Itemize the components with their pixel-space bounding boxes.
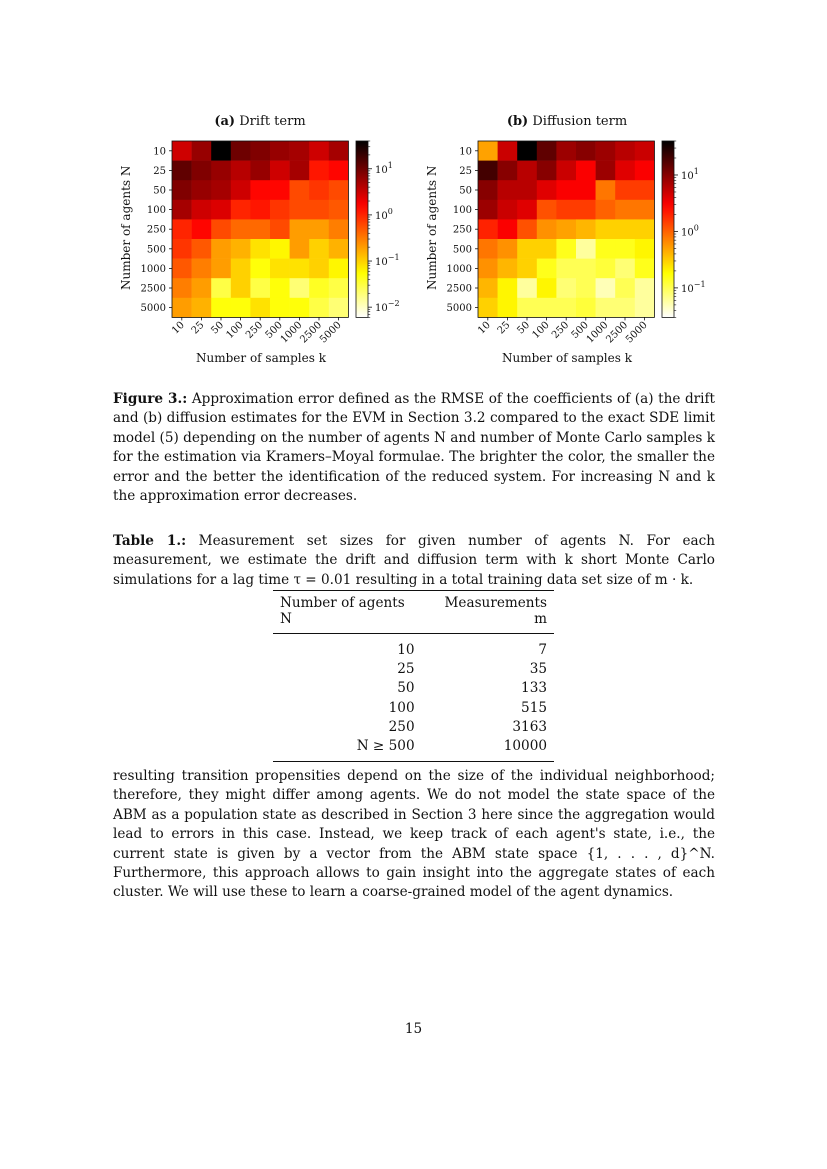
heatmap-a [110,132,410,372]
heatmap-cell [537,239,557,259]
heatmap-b-ylabel: Number of agents N [425,165,439,290]
x-tick-label: 1000 [278,319,305,346]
heatmap-cell [231,141,251,161]
table-caption: Table 1.: Measurement set sizes for given number of agents N. For each measurement, we estimate the drift and diffusion term with k short Monte Carlo simulations for a lag time τ = 0.01 resulting in a total training data set size of m · k. [113,533,715,588]
heatmap-cell [309,219,329,239]
heatmap-cell [192,219,212,239]
heatmap-cell [290,259,310,279]
heatmap-cell [329,298,349,318]
heatmap-cell [309,141,329,161]
heatmap-cell [556,278,576,298]
heatmap-cell [290,180,310,200]
heatmap-cell [517,180,537,200]
heatmap-cell [192,239,212,259]
heatmap-cell [172,298,192,318]
heatmap-cell [211,180,231,200]
colorbar-tick-label: $10^0$ [681,223,699,239]
heatmap-cell [596,278,616,298]
heatmap-cell [498,219,518,239]
heatmap-cell [270,239,290,259]
heatmap-cell [596,180,616,200]
heatmap-cell [329,200,349,220]
table-row: 50 133 [397,680,547,697]
heatmap-cell [309,259,329,279]
colorbar-tick-label: $10^{-1}$ [375,253,400,269]
heatmap-cell [576,298,596,318]
heatmap-cell [635,239,655,259]
heatmap-cell [517,259,537,279]
heatmap-cell [290,298,310,318]
heatmap-cell [211,161,231,181]
y-tick-label: 100 [146,205,166,217]
heatmap-cell [556,219,576,239]
heatmap-cell [250,278,270,298]
heatmap-cell [290,239,310,259]
heatmap-cell [576,161,596,181]
heatmap-cell [270,278,290,298]
heatmap-cell [290,161,310,181]
heatmap-cell [537,278,557,298]
x-tick-label: 50 [515,319,533,337]
heatmap-cell [329,259,349,279]
heatmap-cell [211,219,231,239]
x-tick-label: 50 [209,319,227,337]
heatmap-cell [231,200,251,220]
x-tick-label: 5000 [623,319,650,346]
heatmap-cell [556,161,576,181]
heatmap-cell [498,141,518,161]
heatmap-cell [478,278,498,298]
heatmap-cell [309,180,329,200]
page-number: 15 [404,1021,423,1037]
heatmap-cell [596,141,616,161]
heatmap-cell [596,239,616,259]
heatmap-cell [517,200,537,220]
heatmap-cell [615,180,635,200]
heatmap-cell [537,298,557,318]
heatmap-cell [211,141,231,161]
heatmap-cell [537,219,557,239]
heatmap-cell [498,161,518,181]
heatmap-cell [329,141,349,161]
heatmap-b-xlabel: Number of samples k [502,351,632,365]
x-tick-label: 500 [263,319,285,342]
heatmap-cell [231,259,251,279]
heatmap-cell [576,141,596,161]
heatmap-cell [635,259,655,279]
y-tick-label: 2500 [446,283,472,295]
heatmap-cell [556,259,576,279]
heatmap-cell [596,259,616,279]
heatmap-cell [537,180,557,200]
heatmap-cell [615,239,635,259]
heatmap-cell [250,200,270,220]
heatmap-cell [498,200,518,220]
heatmap-cell [517,141,537,161]
colorbar [356,141,368,317]
heatmap-cell [635,278,655,298]
heatmap-cell [250,180,270,200]
x-tick-label: 10 [476,319,493,337]
heatmap-cell [615,161,635,181]
heatmap-cell [615,219,635,239]
y-tick-label: 500 [452,244,472,256]
x-tick-label: 2500 [298,319,325,346]
heatmap-a-xlabel: Number of samples k [196,351,326,365]
heatmap-cell [192,278,212,298]
y-tick-label: 25 [459,165,472,177]
heatmap-cell [576,239,596,259]
colorbar-tick-label: $10^{-1}$ [681,279,706,295]
table-header-measurements: Measurements m [422,591,554,634]
heatmap-cell [576,200,596,220]
x-tick-label: 25 [495,319,513,337]
heatmap-cell [250,239,270,259]
heatmap-cell [231,161,251,181]
heatmap-cell [309,200,329,220]
x-tick-label: 100 [224,319,246,342]
heatmap-cell [270,298,290,318]
heatmap-cell [556,141,576,161]
heatmap-cell [498,298,518,318]
heatmap-cell [635,200,655,220]
heatmap-cell [270,259,290,279]
heatmap-cell [537,200,557,220]
heatmap-cell [478,259,498,279]
heatmap-cell [172,278,192,298]
heatmap-cell [635,219,655,239]
colorbar-tick-label: $10^{-2}$ [375,299,400,315]
heatmap-cell [192,141,212,161]
y-tick-label: 250 [146,224,166,236]
heatmap-cell [478,298,498,318]
heatmap-cell [498,180,518,200]
heatmap-cell [290,278,310,298]
x-tick-label: 10 [170,319,187,337]
heatmap-cell [615,141,635,161]
y-tick-label: 50 [459,185,472,197]
heatmap-cell [635,298,655,318]
heatmap-cell [231,278,251,298]
heatmap-cell [537,141,557,161]
y-tick-label: 10 [153,146,166,158]
heatmap-cell [250,298,270,318]
table-row: 10 7 [397,641,547,658]
heatmap-cell [231,298,251,318]
panel-b-title: (b) Diffusion term [506,114,628,129]
heatmap-cell [498,259,518,279]
heatmap-cell [270,141,290,161]
heatmap-cell [517,298,537,318]
heatmap-cell [270,200,290,220]
y-tick-label: 1000 [446,263,472,275]
y-tick-label: 500 [146,244,166,256]
figure-caption: Figure 3.: Approximation error defined as the RMSE of the coefficients of (a) the drift and (b) diffusion estimates for the EVM in Section 3.2 compared to the exact SDE limit model (5) depending on the number of agents N and number of Monte Carlo samples k for the estimation via Kramers–Moyal formulae. The brighter the color, the smaller the error and the better the identification of the reduced system. For increasing N and k the approximation error decreases. [113,391,715,505]
heatmap-cell [231,219,251,239]
y-tick-label: 5000 [140,303,166,315]
heatmap-cell [211,278,231,298]
table-row: N ≥ 500 10000 [273,736,554,761]
heatmap-cell [556,239,576,259]
x-tick-label: 250 [244,319,266,342]
y-tick-label: 250 [452,224,472,236]
measurement-table [273,590,554,762]
x-tick-label: 2500 [604,319,631,346]
heatmap-cell [192,298,212,318]
heatmap-cell [556,200,576,220]
heatmap-cell [250,259,270,279]
colorbar-tick-label: $10^0$ [375,206,393,222]
heatmap-cell [576,278,596,298]
body-paragraph: resulting transition propensities depend on the size of the individual neighborhood; therefore, they might differ among agents. We do not model the state space of the ABM as a population state as described in Section 3 here since the aggregation would lead to errors in this case. Instead, we keep track of each agent's state, i.e., the current state is given by a vector from the ABM state space {1, . . . , d}^N. Furthermore, this approach allows to gain insight into the aggregate states of each cluster. We will use these to learn a coarse-grained model of the agent dynamics. [113,768,715,901]
heatmap-cell [172,161,192,181]
heatmap-cell [231,180,251,200]
heatmap-cell [290,219,310,239]
heatmap-cell [309,278,329,298]
table-header-agents: Number of agents N [273,591,422,634]
heatmap-cell [517,278,537,298]
heatmap-cell [478,161,498,181]
heatmap-cell [576,219,596,239]
heatmap-cell [309,298,329,318]
heatmap-cell [329,219,349,239]
heatmap-cell [556,180,576,200]
heatmap-cell [596,298,616,318]
heatmap-cell [192,200,212,220]
heatmap-cell [250,141,270,161]
heatmap-cell [478,141,498,161]
heatmap-cell [478,219,498,239]
heatmap-cell [211,298,231,318]
heatmap-cell [270,180,290,200]
heatmap-cell [635,141,655,161]
heatmap-cell [192,161,212,181]
heatmap-cell [615,200,635,220]
heatmap-cell [192,180,212,200]
y-tick-label: 50 [153,185,166,197]
y-tick-label: 2500 [140,283,166,295]
heatmap-cell [615,298,635,318]
x-tick-label: 25 [189,319,207,337]
heatmap-cell [478,180,498,200]
table-row: 100 515 [388,699,547,716]
y-tick-label: 1000 [140,263,166,275]
heatmap-cell [172,259,192,279]
heatmap-cell [309,239,329,259]
y-tick-label: 5000 [446,303,472,315]
heatmap-cell [498,239,518,259]
heatmap-cell [172,239,192,259]
heatmap-cell [556,298,576,318]
x-tick-label: 100 [530,319,552,342]
table-row: 250 3163 [388,718,547,735]
heatmap-cell [498,278,518,298]
heatmap-cell [537,161,557,181]
heatmap-cell [635,161,655,181]
heatmap-cell [270,219,290,239]
heatmap-cell [172,141,192,161]
heatmap-cell [576,180,596,200]
heatmap-cell [172,219,192,239]
heatmap-cell [517,239,537,259]
heatmap-cell [172,180,192,200]
heatmap-cell [635,180,655,200]
x-tick-label: 250 [550,319,572,342]
heatmap-cell [329,278,349,298]
heatmap-cell [329,161,349,181]
y-tick-label: 10 [459,146,472,158]
heatmap-cell [615,259,635,279]
heatmap-cell [517,161,537,181]
heatmap-cell [211,259,231,279]
heatmap-cell [478,200,498,220]
heatmap-cell [537,259,557,279]
heatmap-cell [478,239,498,259]
heatmap-cell [596,200,616,220]
colorbar-tick-label: $10^1$ [681,166,699,182]
x-tick-label: 1000 [584,319,611,346]
heatmap-cell [250,219,270,239]
heatmap-cell [576,259,596,279]
heatmap-cell [231,239,251,259]
colorbar [662,141,674,317]
heatmap-cell [329,180,349,200]
heatmap-cell [290,141,310,161]
y-tick-label: 100 [452,205,472,217]
heatmap-cell [615,278,635,298]
table-row: 25 35 [397,660,547,677]
heatmap-cell [309,161,329,181]
x-tick-label: 5000 [317,319,344,346]
heatmap-a-ylabel: Number of agents N [119,165,133,290]
heatmap-cell [517,219,537,239]
heatmap-b [416,132,716,372]
heatmap-cell [290,200,310,220]
panel-a-title: (a) Drift term [214,114,306,129]
y-tick-label: 25 [153,165,166,177]
heatmap-cell [250,161,270,181]
heatmap-cell [172,200,192,220]
heatmap-cell [329,239,349,259]
colorbar-tick-label: $10^1$ [375,160,393,176]
x-tick-label: 500 [569,319,591,342]
heatmap-cell [192,259,212,279]
heatmap-cell [596,161,616,181]
heatmap-cell [211,200,231,220]
heatmap-cell [596,219,616,239]
heatmap-cell [211,239,231,259]
heatmap-cell [270,161,290,181]
